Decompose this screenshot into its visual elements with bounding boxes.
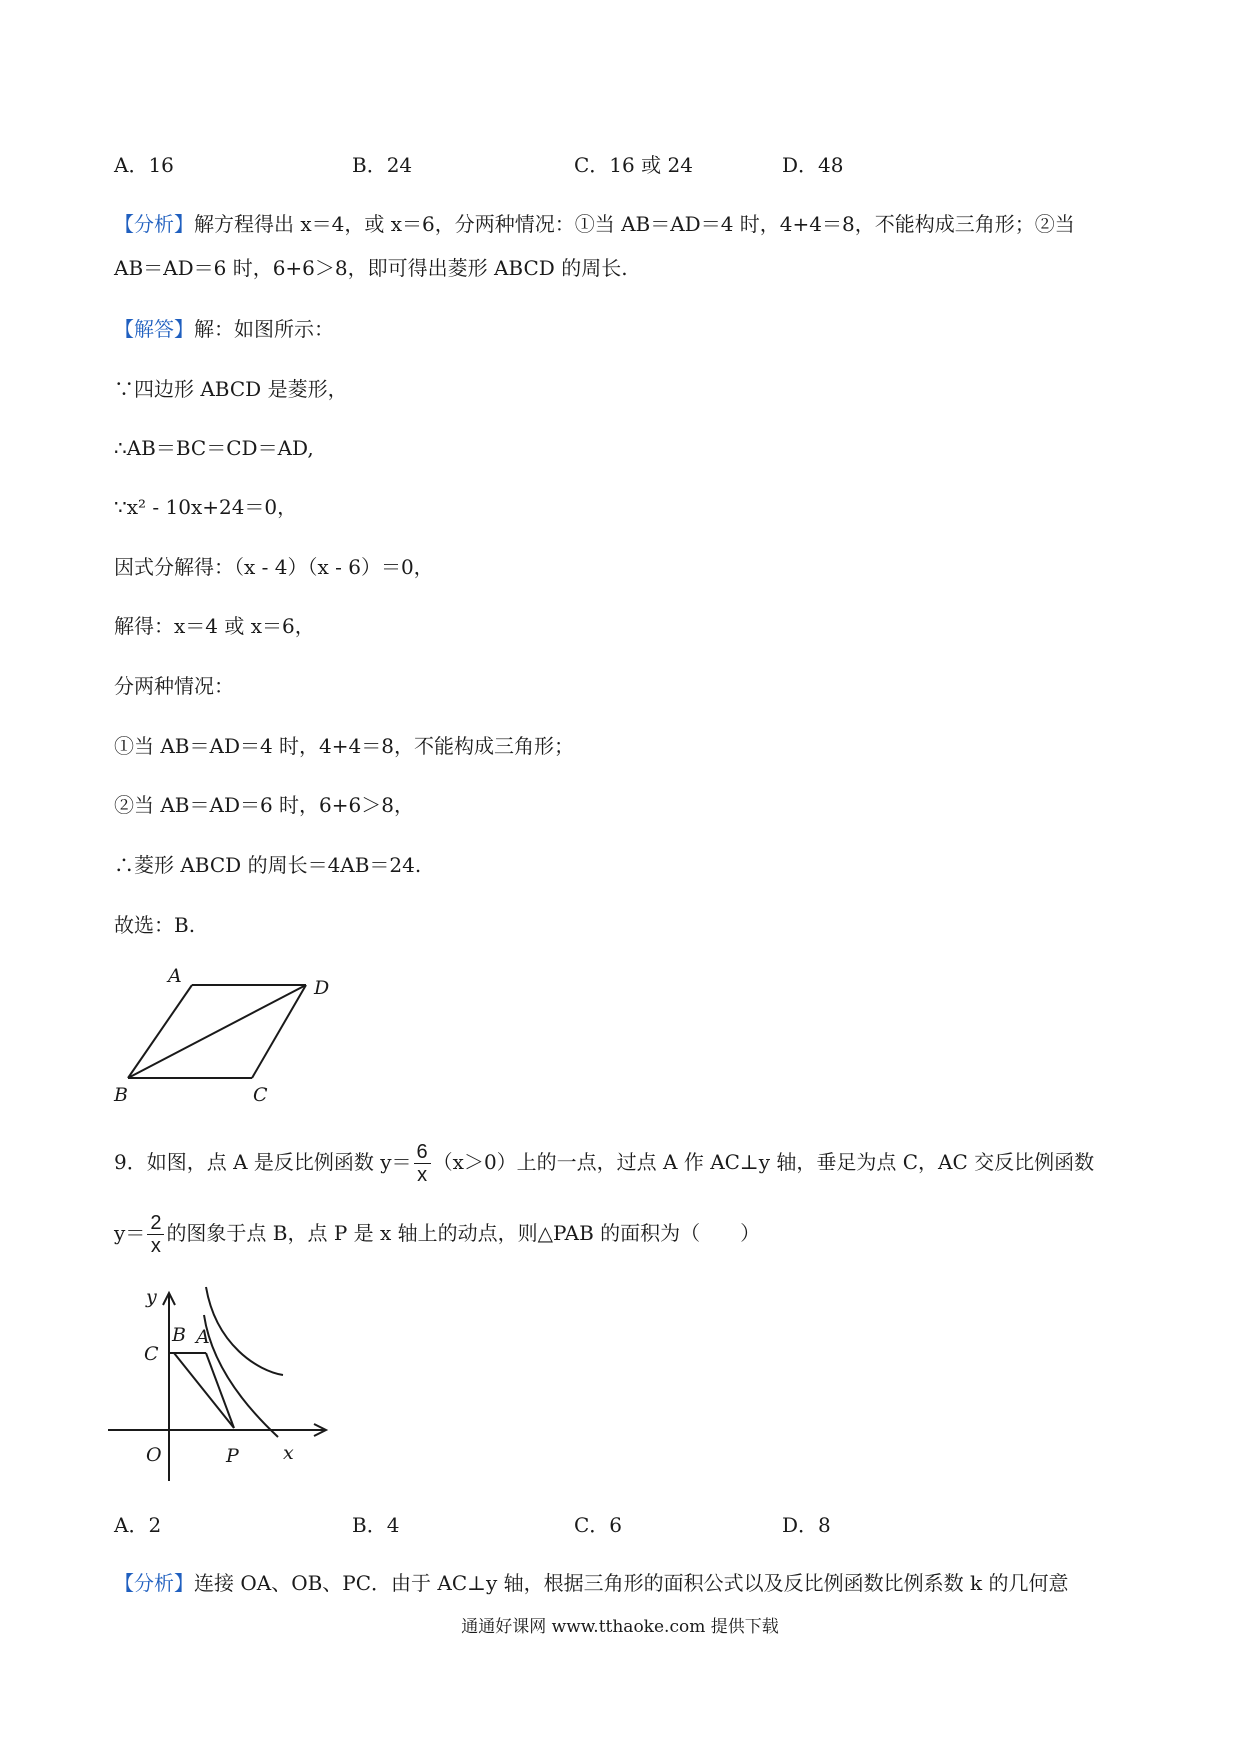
point-label-c: C bbox=[144, 1343, 159, 1365]
q9-line-2 bbox=[114, 1212, 760, 1257]
origin-label: O bbox=[146, 1444, 162, 1466]
point-label-b: B bbox=[172, 1324, 186, 1346]
vertex-label-a: A bbox=[168, 965, 182, 987]
segment-bp bbox=[174, 1353, 234, 1428]
analysis-tag: 【分析】 bbox=[114, 1571, 194, 1595]
function-graph bbox=[108, 1285, 348, 1490]
q8-option-c: C．16 或 24 bbox=[574, 153, 693, 177]
vertex-label-c: C bbox=[253, 1084, 268, 1106]
q8-option-a: A．16 bbox=[114, 153, 174, 177]
solution-heading bbox=[114, 314, 334, 344]
point-label-p: P bbox=[226, 1445, 239, 1467]
solution-line: 分两种情况： bbox=[114, 674, 234, 698]
fraction-numerator: 6 bbox=[414, 1141, 431, 1164]
analysis-1-text: 解方程得出 x＝4，或 x＝6，分两种情况：①当 AB＝AD＝4 时，4+4＝8，不能构成三角形；②当 bbox=[194, 212, 1075, 236]
q9-option-a: A．2 bbox=[114, 1513, 162, 1537]
q8-option-d: D．48 bbox=[782, 153, 844, 177]
solution-intro: 解：如图所示： bbox=[194, 317, 334, 341]
q9-line-1 bbox=[114, 1141, 1094, 1186]
curve-6-over-x bbox=[206, 1287, 283, 1375]
q9-text-1: 9．如图，点 A 是反比例函数 y＝ bbox=[114, 1150, 412, 1174]
analysis-2-text: 连接 OA、OB、PC．由于 AC⊥y 轴，根据三角形的面积公式以及反比例函数比例系数 k 的几何意 bbox=[194, 1571, 1069, 1595]
solution-line: ∵x² - 10x+24＝0， bbox=[114, 495, 298, 519]
solution-line: ∴菱形 ABCD 的周长＝4AB＝24. bbox=[114, 853, 422, 877]
axis-label-y: y bbox=[146, 1286, 157, 1308]
solution-line: ∵四边形 ABCD 是菱形， bbox=[114, 377, 348, 401]
analysis-1-line-2: AB＝AD＝6 时，6+6＞8，即可得出菱形 ABCD 的周长. bbox=[114, 256, 628, 280]
vertex-label-b: B bbox=[114, 1084, 128, 1106]
fraction-denominator: x bbox=[150, 1235, 161, 1257]
axis-label-x: x bbox=[283, 1442, 294, 1464]
fraction-6-over-x bbox=[414, 1141, 431, 1186]
fraction-2-over-x bbox=[147, 1212, 164, 1257]
solution-line: ②当 AB＝AD＝6 时，6+6＞8， bbox=[114, 793, 414, 817]
vertex-label-d: D bbox=[314, 977, 330, 999]
analysis-2-line bbox=[114, 1568, 1068, 1598]
q8-option-b: B．24 bbox=[352, 153, 413, 177]
solution-line: ①当 AB＝AD＝4 时，4+4＝8，不能构成三角形； bbox=[114, 734, 574, 758]
q9-option-b: B．4 bbox=[352, 1513, 400, 1537]
solution-line: 故选：B. bbox=[114, 913, 196, 937]
solution-line: ∴AB＝BC＝CD＝AD, bbox=[114, 436, 314, 460]
q9-option-c: C．6 bbox=[574, 1513, 623, 1537]
q9-option-d: D．8 bbox=[782, 1513, 831, 1537]
fraction-denominator: x bbox=[417, 1164, 428, 1186]
q9-text-3: y＝ bbox=[114, 1221, 146, 1245]
analysis-tag: 【分析】 bbox=[114, 212, 194, 236]
rhombus-figure bbox=[110, 960, 350, 1110]
solution-tag: 【解答】 bbox=[114, 317, 194, 341]
q9-text-2: （x＞0）上的一点，过点 A 作 AC⊥y 轴，垂足为点 C，AC 交反比例函数 bbox=[432, 1150, 1095, 1174]
fraction-numerator: 2 bbox=[147, 1212, 164, 1235]
page-footer: 通通好课网 www.tthaoke.com 提供下载 bbox=[461, 1617, 779, 1637]
q9-text-4: 的图象于点 B，点 P 是 x 轴上的动点，则△PAB 的面积为（ ） bbox=[166, 1221, 761, 1245]
point-label-a: A bbox=[196, 1326, 210, 1348]
side-ba bbox=[128, 985, 192, 1078]
analysis-1-line-1 bbox=[114, 209, 1075, 239]
solution-line: 因式分解得：（x - 4）（x - 6）＝0， bbox=[114, 555, 434, 579]
solution-line: 解得：x＝4 或 x＝6， bbox=[114, 614, 315, 638]
